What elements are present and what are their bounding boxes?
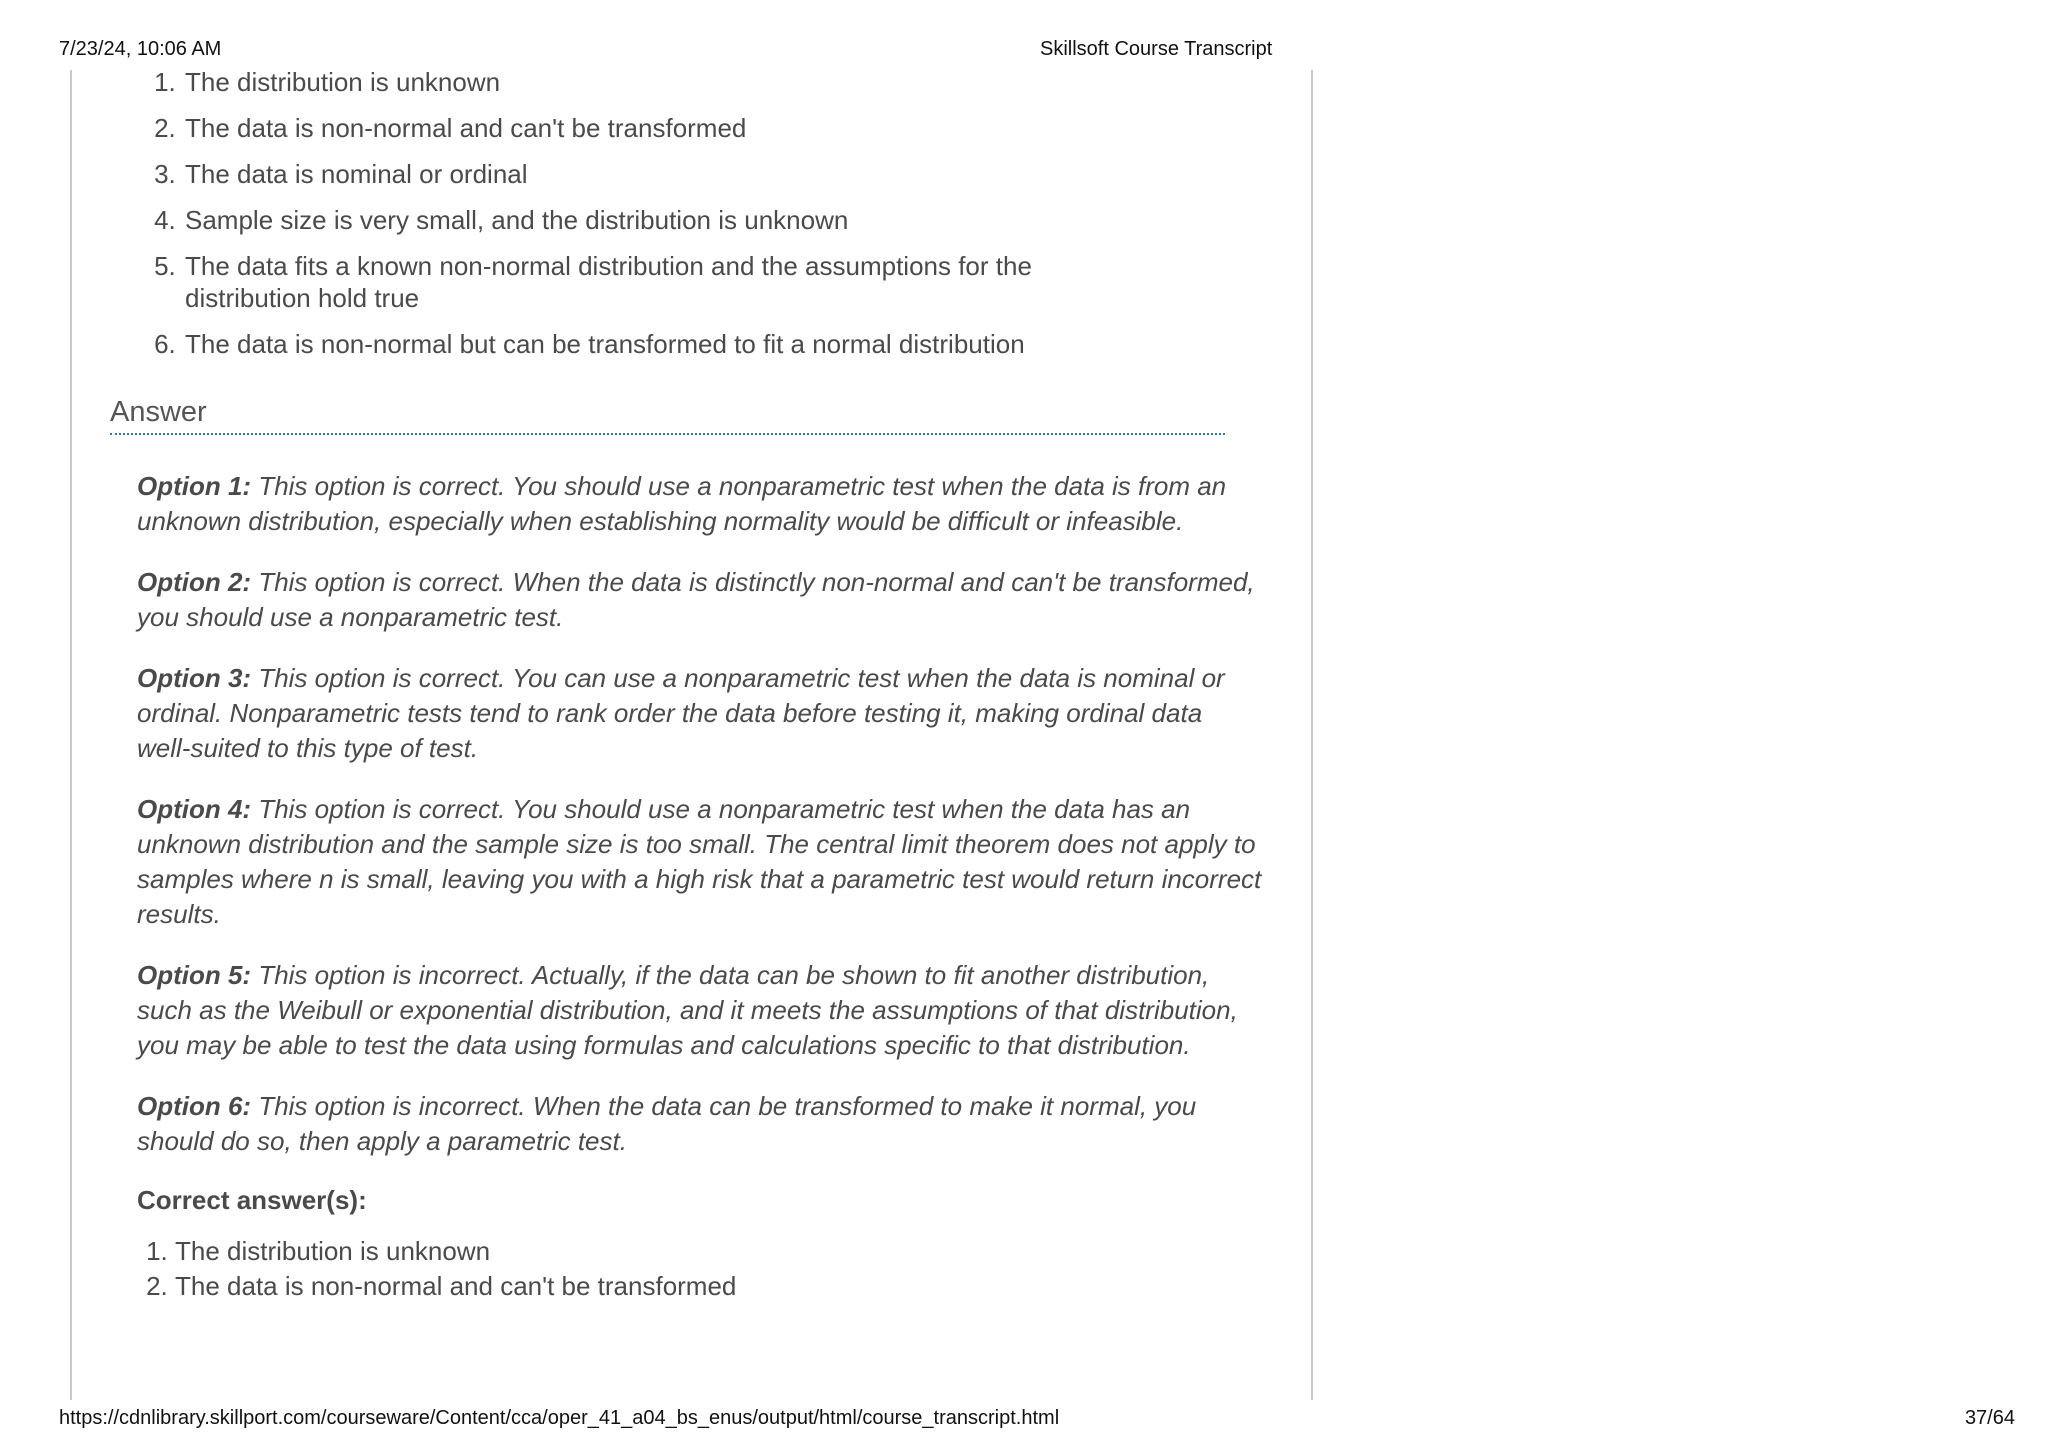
correct-answers-list — [137, 1234, 1262, 1304]
option-label: Option 2: — [137, 567, 252, 597]
choice-item: 6. The data is non-normal but can be transformed to fit a normal distribution — [183, 328, 1260, 360]
option-text: This option is incorrect. Actually, if the data can be shown to fit another distribution, such as the Weibull or exponential distribution, and it meets the assumptions of that distribution, you may be able to test the data using formulas and calculations specific to that distribution. — [137, 960, 1238, 1060]
option-feedback — [137, 958, 1262, 1063]
print-title: Skillsoft Course Transcript — [1040, 38, 1273, 60]
transcript-content — [110, 66, 1260, 1304]
choice-item: 3. The data is nominal or ordinal — [183, 158, 1260, 190]
option-feedback — [137, 565, 1262, 635]
option-text: This option is correct. When the data is distinctly non-normal and can't be transformed, you should use a nonparametric test. — [137, 567, 1255, 632]
choice-item: 1. The distribution is unknown — [183, 66, 1260, 98]
option-label: Option 6: — [137, 1091, 252, 1121]
option-feedback — [137, 661, 1262, 766]
print-datetime: 7/23/24, 10:06 AM — [59, 38, 222, 60]
option-text: This option is correct. You should use a nonparametric test when the data has an unknown distribution and the sample size is too small. The central limit theorem does not apply to samples where n is small, leaving you with a high risk that a parametric test would return incorrect results. — [137, 794, 1262, 929]
option-text: This option is correct. You should use a nonparametric test when the data is from an unknown distribution, especially when establishing normality would be difficult or infeasible. — [137, 471, 1227, 536]
correct-answer-item: 1. The distribution is unknown — [175, 1234, 1262, 1269]
option-text: This option is correct. You can use a nonparametric test when the data is nominal or ordinal. Nonparametric tests tend to rank order the data before testing it, making ordinal data well-suited to this type of test. — [137, 663, 1225, 763]
answer-feedback — [110, 469, 1262, 1304]
option-feedback — [137, 469, 1262, 539]
option-label: Option 1: — [137, 471, 252, 501]
left-border-rule — [70, 70, 72, 1400]
answer-heading: Answer — [110, 396, 1225, 435]
right-border-rule — [1311, 70, 1313, 1400]
option-label: Option 4: — [137, 794, 252, 824]
option-feedback — [137, 792, 1262, 932]
option-feedback — [137, 1089, 1262, 1159]
option-text: This option is incorrect. When the data can be transformed to make it normal, you should do so, then apply a parametric test. — [137, 1091, 1197, 1156]
correct-answer-item: 2. The data is non-normal and can't be transformed — [175, 1269, 1262, 1304]
correct-answers-label: Correct answer(s): — [137, 1185, 367, 1215]
page-number: 37/64 — [1964, 1407, 2015, 1429]
choice-item: 4. Sample size is very small, and the distribution is unknown — [183, 204, 1260, 236]
print-url: https://cdnlibrary.skillport.com/courseware/Content/cca/oper_41_a04_bs_enus/output/html/course_transcript.html — [59, 1407, 1060, 1429]
option-label: Option 3: — [137, 663, 252, 693]
choice-item: 5. The data fits a known non-normal distribution and the assumptions for the distribution hold true — [183, 250, 1260, 314]
option-label: Option 5: — [137, 960, 252, 990]
choice-item: 2. The data is non-normal and can't be transformed — [183, 112, 1260, 144]
answer-choices-list — [110, 66, 1260, 360]
